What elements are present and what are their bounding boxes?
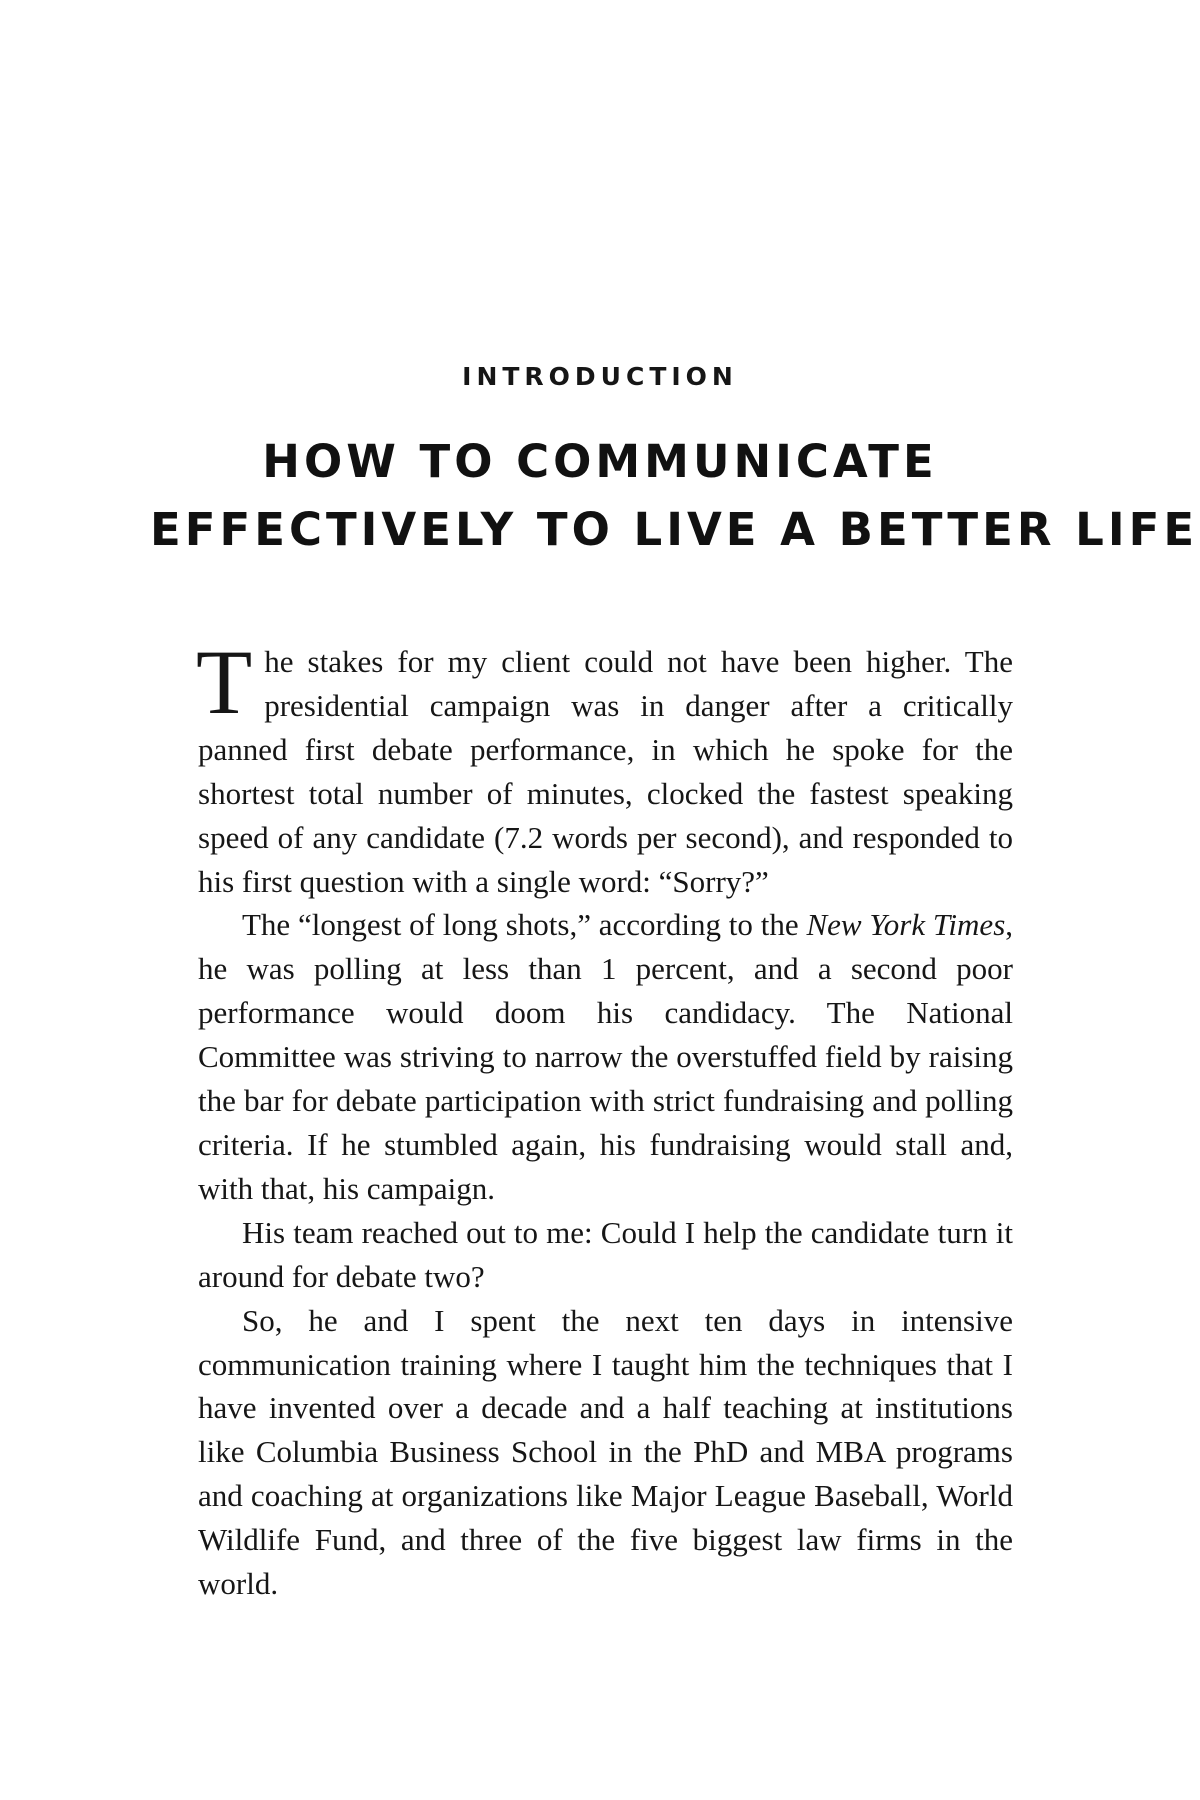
- paragraph-4: So, he and I spent the next ten days in intensive communication training where I taught him the techniques that I have invented over a decade and a half teaching at institutions like Columbia Business School in the PhD and MBA programs and coaching at organizations like Major League Baseball, World Wildlife Fund, and three of the five biggest law firms in the world.: [198, 1302, 1013, 1602]
- drop-cap: T: [196, 631, 253, 733]
- paragraph-1: [196, 631, 1013, 903]
- chapter-title-line-2: EFFECTIVELY TO LIVE A BETTER LIFE: [150, 503, 1199, 556]
- body-text: [196, 631, 1014, 1606]
- publication-name: New York Times: [806, 907, 1006, 943]
- paragraph-3: His team reached out to me: Could I help the candidate turn it around for debate two?: [198, 1214, 1013, 1294]
- paragraph-2: [198, 903, 1013, 1210]
- paragraph-2-text-start: The “longest of long shots,” according to the: [242, 907, 807, 943]
- chapter-title-line-1: HOW TO COMMUNICATE: [262, 435, 938, 488]
- chapter-title: [150, 428, 1199, 564]
- paragraph-1-text: he stakes for my client could not have been higher. The presidential campaign was in danger after a critically panned first debate performance, in which he spoke for the shortest total number of minutes, clocked the fastest speaking speed of any candidate (7.2 words per second), and responded to his first question with a single word: “Sorry?”: [198, 644, 1013, 899]
- paragraph-2-text-end: , he was polling at less than 1 percent, and a second poor performance would doom his candidacy. The National Committee was striving to narrow the overstuffed field by raising the bar for debate participation with strict fundraising and polling criteria. If he stumbled again, his fundraising would stall and, with that, his campaign.: [198, 907, 1014, 1206]
- chapter-kicker: INTRODUCTION: [462, 362, 738, 391]
